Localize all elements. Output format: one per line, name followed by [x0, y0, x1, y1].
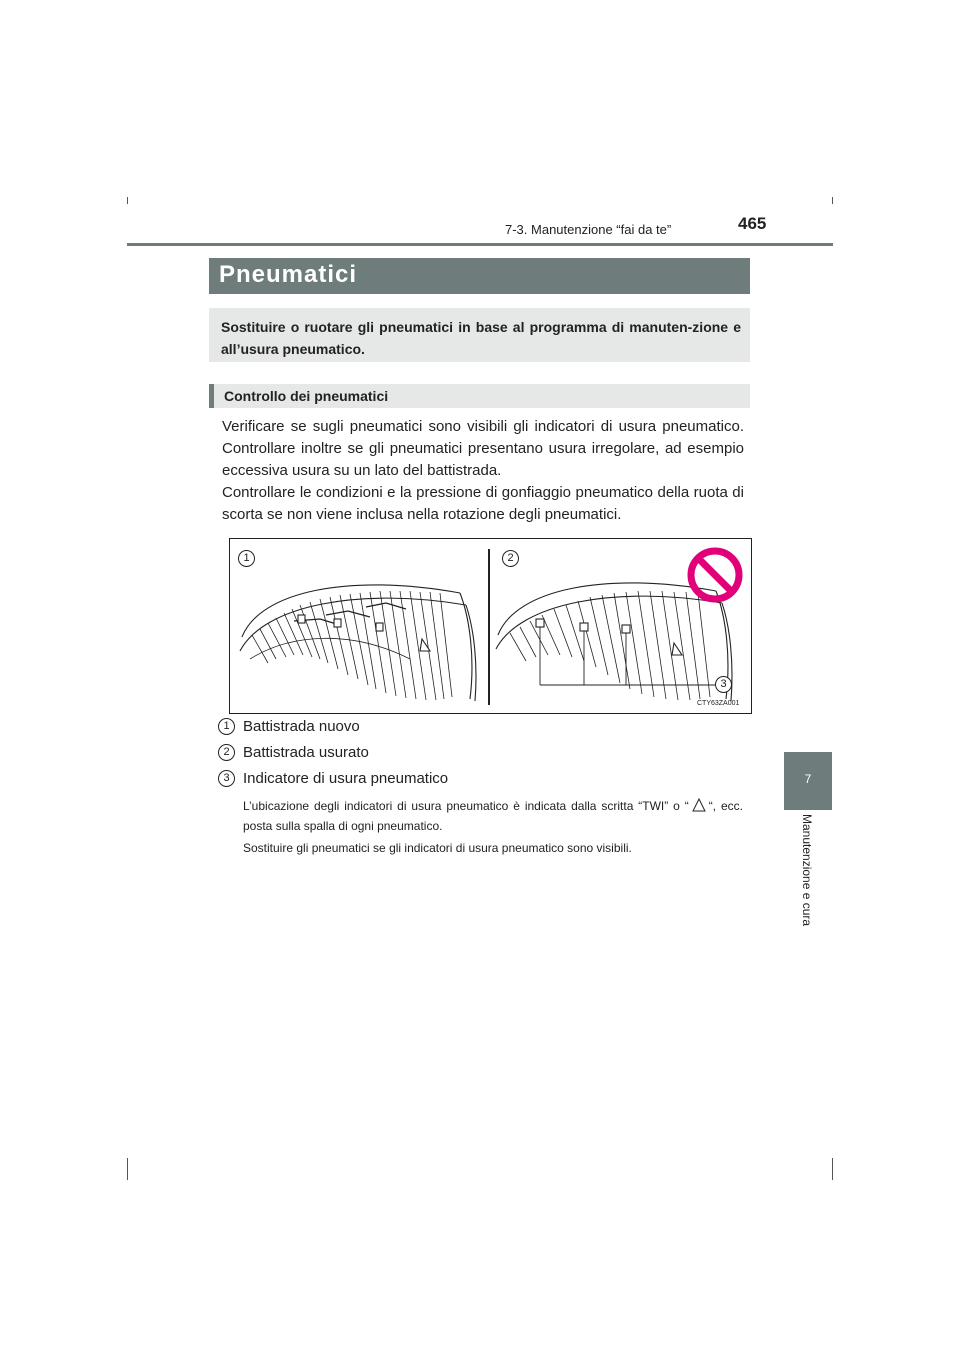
- subsection-heading: Controllo dei pneumatici: [224, 388, 389, 404]
- page-title: Pneumatici: [219, 261, 358, 288]
- triangle-icon: [692, 798, 706, 812]
- paragraph-1: Verificare se sugli pneumatici sono visibili gli indicatori di usura pneumatico. Controllare inoltre se gli pneumatici presentano usura irregolare, ad esempio eccessiva usura su un lato del battistrada.: [222, 418, 744, 479]
- crop-mark: [832, 1158, 833, 1180]
- section-reference: 7-3. Manutenzione “fai da te”: [505, 222, 672, 237]
- page-number: 465: [738, 214, 767, 233]
- header-rule: [127, 243, 833, 246]
- tire-figure: [229, 538, 752, 714]
- paragraph-2: Controllare le condizioni e la pressione di gonfiaggio pneumatico della ruota di scorta se non viene inclusa nella rotazione degli pneumatici.: [222, 484, 744, 523]
- callout-2: 2: [502, 550, 519, 567]
- subsection-marker: [209, 384, 214, 408]
- legend-num-2: 2: [218, 744, 235, 761]
- figure-code: CTY63ZA001: [697, 700, 740, 707]
- callout-3: 3: [715, 676, 732, 693]
- note-1: [243, 796, 743, 836]
- prohibition-icon: [691, 551, 739, 599]
- legend-text-1: Battistrada nuovo: [243, 718, 360, 735]
- legend-text-2: Battistrada usurato: [243, 744, 369, 761]
- note-2: Sostituire gli pneumatici se gli indicatori di usura pneumatico sono visibili.: [243, 841, 632, 855]
- legend-num-1: 1: [218, 718, 235, 735]
- crop-mark: [127, 197, 128, 204]
- legend-text-3: Indicatore di usura pneumatico: [243, 770, 449, 787]
- legend-num-3: 3: [218, 770, 235, 787]
- callout-1: 1: [238, 550, 255, 567]
- note-1-after: “, ecc. posta sulla spalla di ogni pneumatico.: [243, 799, 743, 833]
- chapter-tab: [784, 752, 832, 810]
- figure-divider: [488, 549, 490, 705]
- section-title-bar: [209, 258, 750, 294]
- chapter-number: 7: [804, 772, 812, 786]
- crop-mark: [832, 197, 833, 204]
- intro-text: Sostituire o ruotare gli pneumatici in base al programma di manuten-zione e all’usura pneumatico.: [221, 319, 741, 357]
- crop-mark: [127, 1158, 128, 1180]
- subsection-bar: [209, 384, 750, 408]
- tire-new-illustration: [240, 585, 476, 701]
- note-1-before: L’ubicazione degli indicatori di usura pneumatico è indicata dalla scritta “TWI” o “: [243, 799, 689, 813]
- tire-figure-art: [230, 539, 751, 713]
- tire-worn-illustration: [496, 583, 732, 701]
- chapter-label: Manutenzione e cura: [800, 814, 814, 927]
- intro-box: [209, 308, 750, 362]
